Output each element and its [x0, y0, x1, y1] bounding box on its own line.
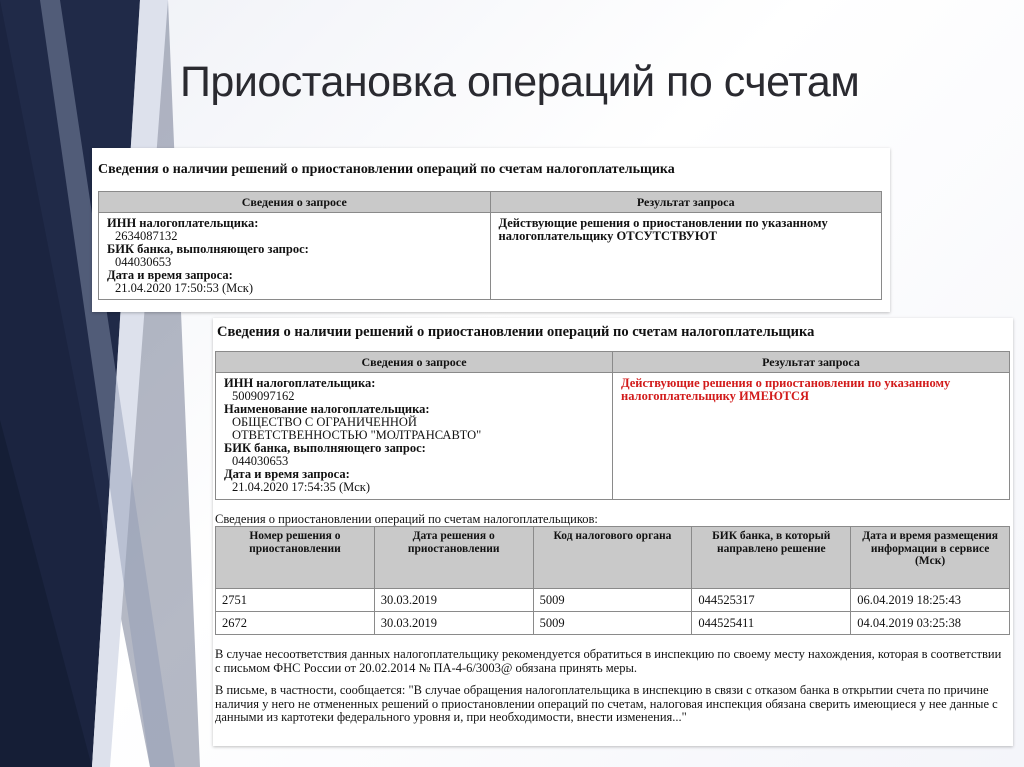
date-label: Дата и время запроса:	[224, 467, 350, 481]
bik-value: 044030653	[115, 255, 172, 269]
column-header-tax-office-code: Код налогового органа	[533, 527, 692, 589]
column-header-result: Результат запроса	[490, 192, 882, 213]
table-row	[216, 589, 1010, 612]
recommendation-note: В случае несоответствия данных налогоплательщику рекомендуется обратиться в инспекцию по своему месту нахождения, которая в соответствии с письмом ФНС России от 20.02.2014 № ПА-4-6/3003@ обязана принять меры.	[215, 647, 1002, 675]
request-table	[98, 191, 882, 300]
request-result-document-present	[213, 318, 1013, 746]
taxpayer-name-line-1: ОБЩЕСТВО С ОГРАНИЧЕННОЙ	[232, 415, 417, 429]
column-header-decision-number: Номер решения о приостановлении	[216, 527, 375, 589]
inn-label: ИНН налогоплательщика:	[107, 216, 259, 230]
cell-decision-date: 30.03.2019	[374, 589, 533, 612]
cell-decision-date: 30.03.2019	[374, 612, 533, 635]
result-cell	[490, 213, 882, 300]
request-details-cell	[99, 213, 491, 300]
result-text: Действующие решения о приостановлении по указанному налогоплательщику ОТСУТСТВУЮТ	[498, 216, 828, 243]
table-row	[216, 612, 1010, 635]
cell-decision-number: 2672	[216, 612, 375, 635]
suspension-list-caption: Сведения о приостановлении операций по счетам налогоплательщиков:	[215, 512, 598, 526]
bik-value: 044030653	[232, 454, 289, 468]
bik-label: БИК банка, выполняющего запрос:	[224, 441, 426, 455]
cell-bank-bik: 044525317	[692, 589, 851, 612]
inn-value: 5009097162	[232, 389, 295, 403]
result-text-alert: Действующие решения о приостановлении по указанному налогоплательщику ИМЕЮТСЯ	[621, 376, 951, 403]
cell-posting-datetime: 06.04.2019 18:25:43	[851, 589, 1010, 612]
inn-label: ИНН налогоплательщика:	[224, 376, 376, 390]
date-value: 21.04.2020 17:54:35 (Мск)	[232, 480, 371, 494]
cell-decision-number: 2751	[216, 589, 375, 612]
taxpayer-name-label: Наименование налогоплательщика:	[224, 402, 430, 416]
document-heading: Сведения о наличии решений о приостановлении операций по счетам налогоплательщика	[98, 162, 675, 177]
letter-quote-note: В письме, в частности, сообщается: "В случае обращения налогоплательщика в инспекцию в связи с отказом банка в открытии счета по причине наличия у него не отмененных решений о приостановлении операций по счетам, налоговая инспекция обязана сверить имеющиеся у нее данные с данными из картотеки федерального уровня и, при необходимости, внести изменения..."	[215, 683, 998, 724]
date-value: 21.04.2020 17:50:53 (Мск)	[115, 281, 254, 295]
column-header-request: Сведения о запросе	[216, 352, 613, 373]
column-header-decision-date: Дата решения о приостановлении	[374, 527, 533, 589]
cell-tax-office-code: 5009	[533, 612, 692, 635]
column-header-posting-datetime: Дата и время размещения информации в сервисе (Мск)	[851, 527, 1010, 589]
bik-label: БИК банка, выполняющего запрос:	[107, 242, 309, 256]
suspension-decisions-table	[215, 526, 1010, 635]
result-cell	[613, 373, 1010, 500]
inn-value: 2634087132	[115, 229, 178, 243]
column-header-bank-bik: БИК банка, в который направлено решение	[692, 527, 851, 589]
cell-bank-bik: 044525411	[692, 612, 851, 635]
document-heading: Сведения о наличии решений о приостановлении операций по счетам налогоплательщика	[217, 324, 815, 340]
request-details-cell	[216, 373, 613, 500]
cell-posting-datetime: 04.04.2019 03:25:38	[851, 612, 1010, 635]
column-header-result: Результат запроса	[613, 352, 1010, 373]
request-result-document-absent	[92, 148, 890, 312]
request-table	[215, 351, 1010, 500]
cell-tax-office-code: 5009	[533, 589, 692, 612]
date-label: Дата и время запроса:	[107, 268, 233, 282]
taxpayer-name-line-2: ОТВЕТСТВЕННОСТЬЮ "МОЛТРАНСАВТО"	[232, 428, 482, 442]
column-header-request: Сведения о запросе	[99, 192, 491, 213]
slide-title: Приостановка операций по счетам	[180, 58, 860, 106]
